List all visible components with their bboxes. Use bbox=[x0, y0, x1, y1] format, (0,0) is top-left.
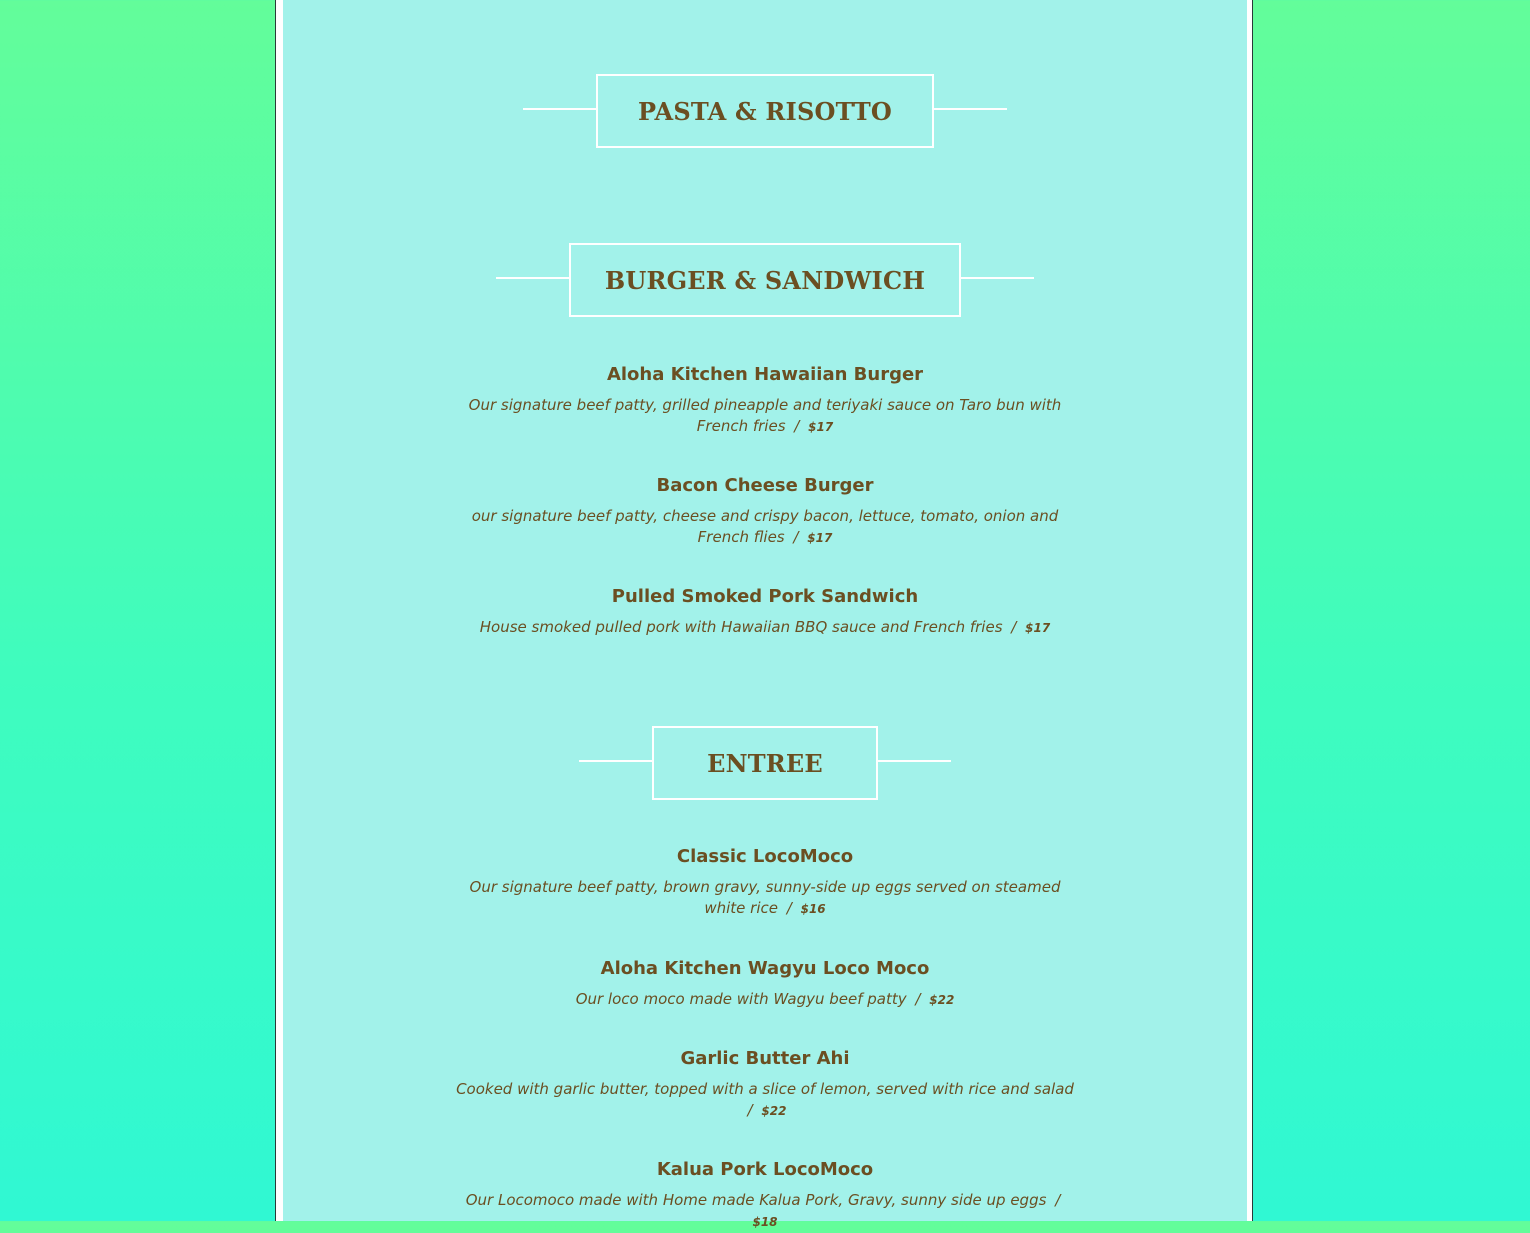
item-description: Our signature beef patty, grilled pineapple and teriyaki sauce on Taro bun with French fries / $17 bbox=[468, 396, 1062, 435]
item-name: Aloha Kitchen Wagyu Loco Moco bbox=[600, 958, 930, 979]
item-description: Our signature beef patty, brown gravy, sunny-side up eggs served on steamed white rice / $16 bbox=[469, 878, 1061, 917]
header-frame bbox=[569, 243, 961, 317]
menu-item bbox=[453, 1159, 1077, 1233]
section-title: PASTA & RISOTTO bbox=[638, 96, 892, 126]
item-description: Cooked with garlic butter, topped with a slice of lemon, served with rice and salad / $22 bbox=[456, 1080, 1074, 1119]
menu-item bbox=[453, 475, 1077, 549]
item-price: $22 bbox=[761, 1104, 787, 1118]
section-header-pasta-risotto bbox=[283, 74, 1247, 148]
item-description: House smoked pulled pork with Hawaiian BBQ sauce and French fries / $17 bbox=[479, 618, 1051, 636]
item-description: Our loco moco made with Wagyu beef patty / $22 bbox=[575, 990, 955, 1008]
item-price: $17 bbox=[1025, 621, 1051, 635]
item-description: our signature beef patty, cheese and crispy bacon, lettuce, tomato, onion and French flies / $17 bbox=[471, 507, 1059, 546]
header-frame bbox=[652, 726, 878, 800]
header-rule-right bbox=[933, 108, 1007, 110]
item-price: $18 bbox=[752, 1215, 778, 1229]
item-price: $17 bbox=[807, 531, 833, 545]
item-name: Aloha Kitchen Hawaiian Burger bbox=[606, 364, 924, 385]
header-rule-left bbox=[523, 108, 597, 110]
item-name: Bacon Cheese Burger bbox=[656, 475, 874, 496]
item-price: $17 bbox=[808, 420, 834, 434]
item-price: $16 bbox=[800, 902, 826, 916]
item-name: Kalua Pork LocoMoco bbox=[656, 1159, 874, 1180]
menu-item bbox=[453, 846, 1077, 920]
section-title: ENTREE bbox=[707, 748, 823, 778]
header-rule-left bbox=[579, 760, 653, 762]
menu-item bbox=[453, 958, 1077, 1011]
section-header-burger-sandwich bbox=[283, 243, 1247, 317]
header-rule-right bbox=[960, 277, 1034, 279]
header-frame bbox=[596, 74, 934, 148]
menu-item bbox=[453, 586, 1077, 639]
menu-item bbox=[453, 364, 1077, 438]
item-name: Pulled Smoked Pork Sandwich bbox=[611, 586, 919, 607]
header-rule-left bbox=[496, 277, 570, 279]
item-name: Garlic Butter Ahi bbox=[680, 1048, 850, 1069]
menu-panel bbox=[283, 0, 1247, 1229]
menu-item bbox=[453, 1048, 1077, 1122]
section-title: BURGER & SANDWICH bbox=[604, 265, 926, 295]
header-rule-right bbox=[877, 760, 951, 762]
section-header-entree bbox=[283, 726, 1247, 800]
item-name: Classic LocoMoco bbox=[676, 846, 854, 867]
item-description: Our Locomoco made with Home made Kalua Pork, Gravy, sunny side up eggs / $18 bbox=[465, 1191, 1061, 1229]
item-price: $22 bbox=[929, 993, 955, 1007]
